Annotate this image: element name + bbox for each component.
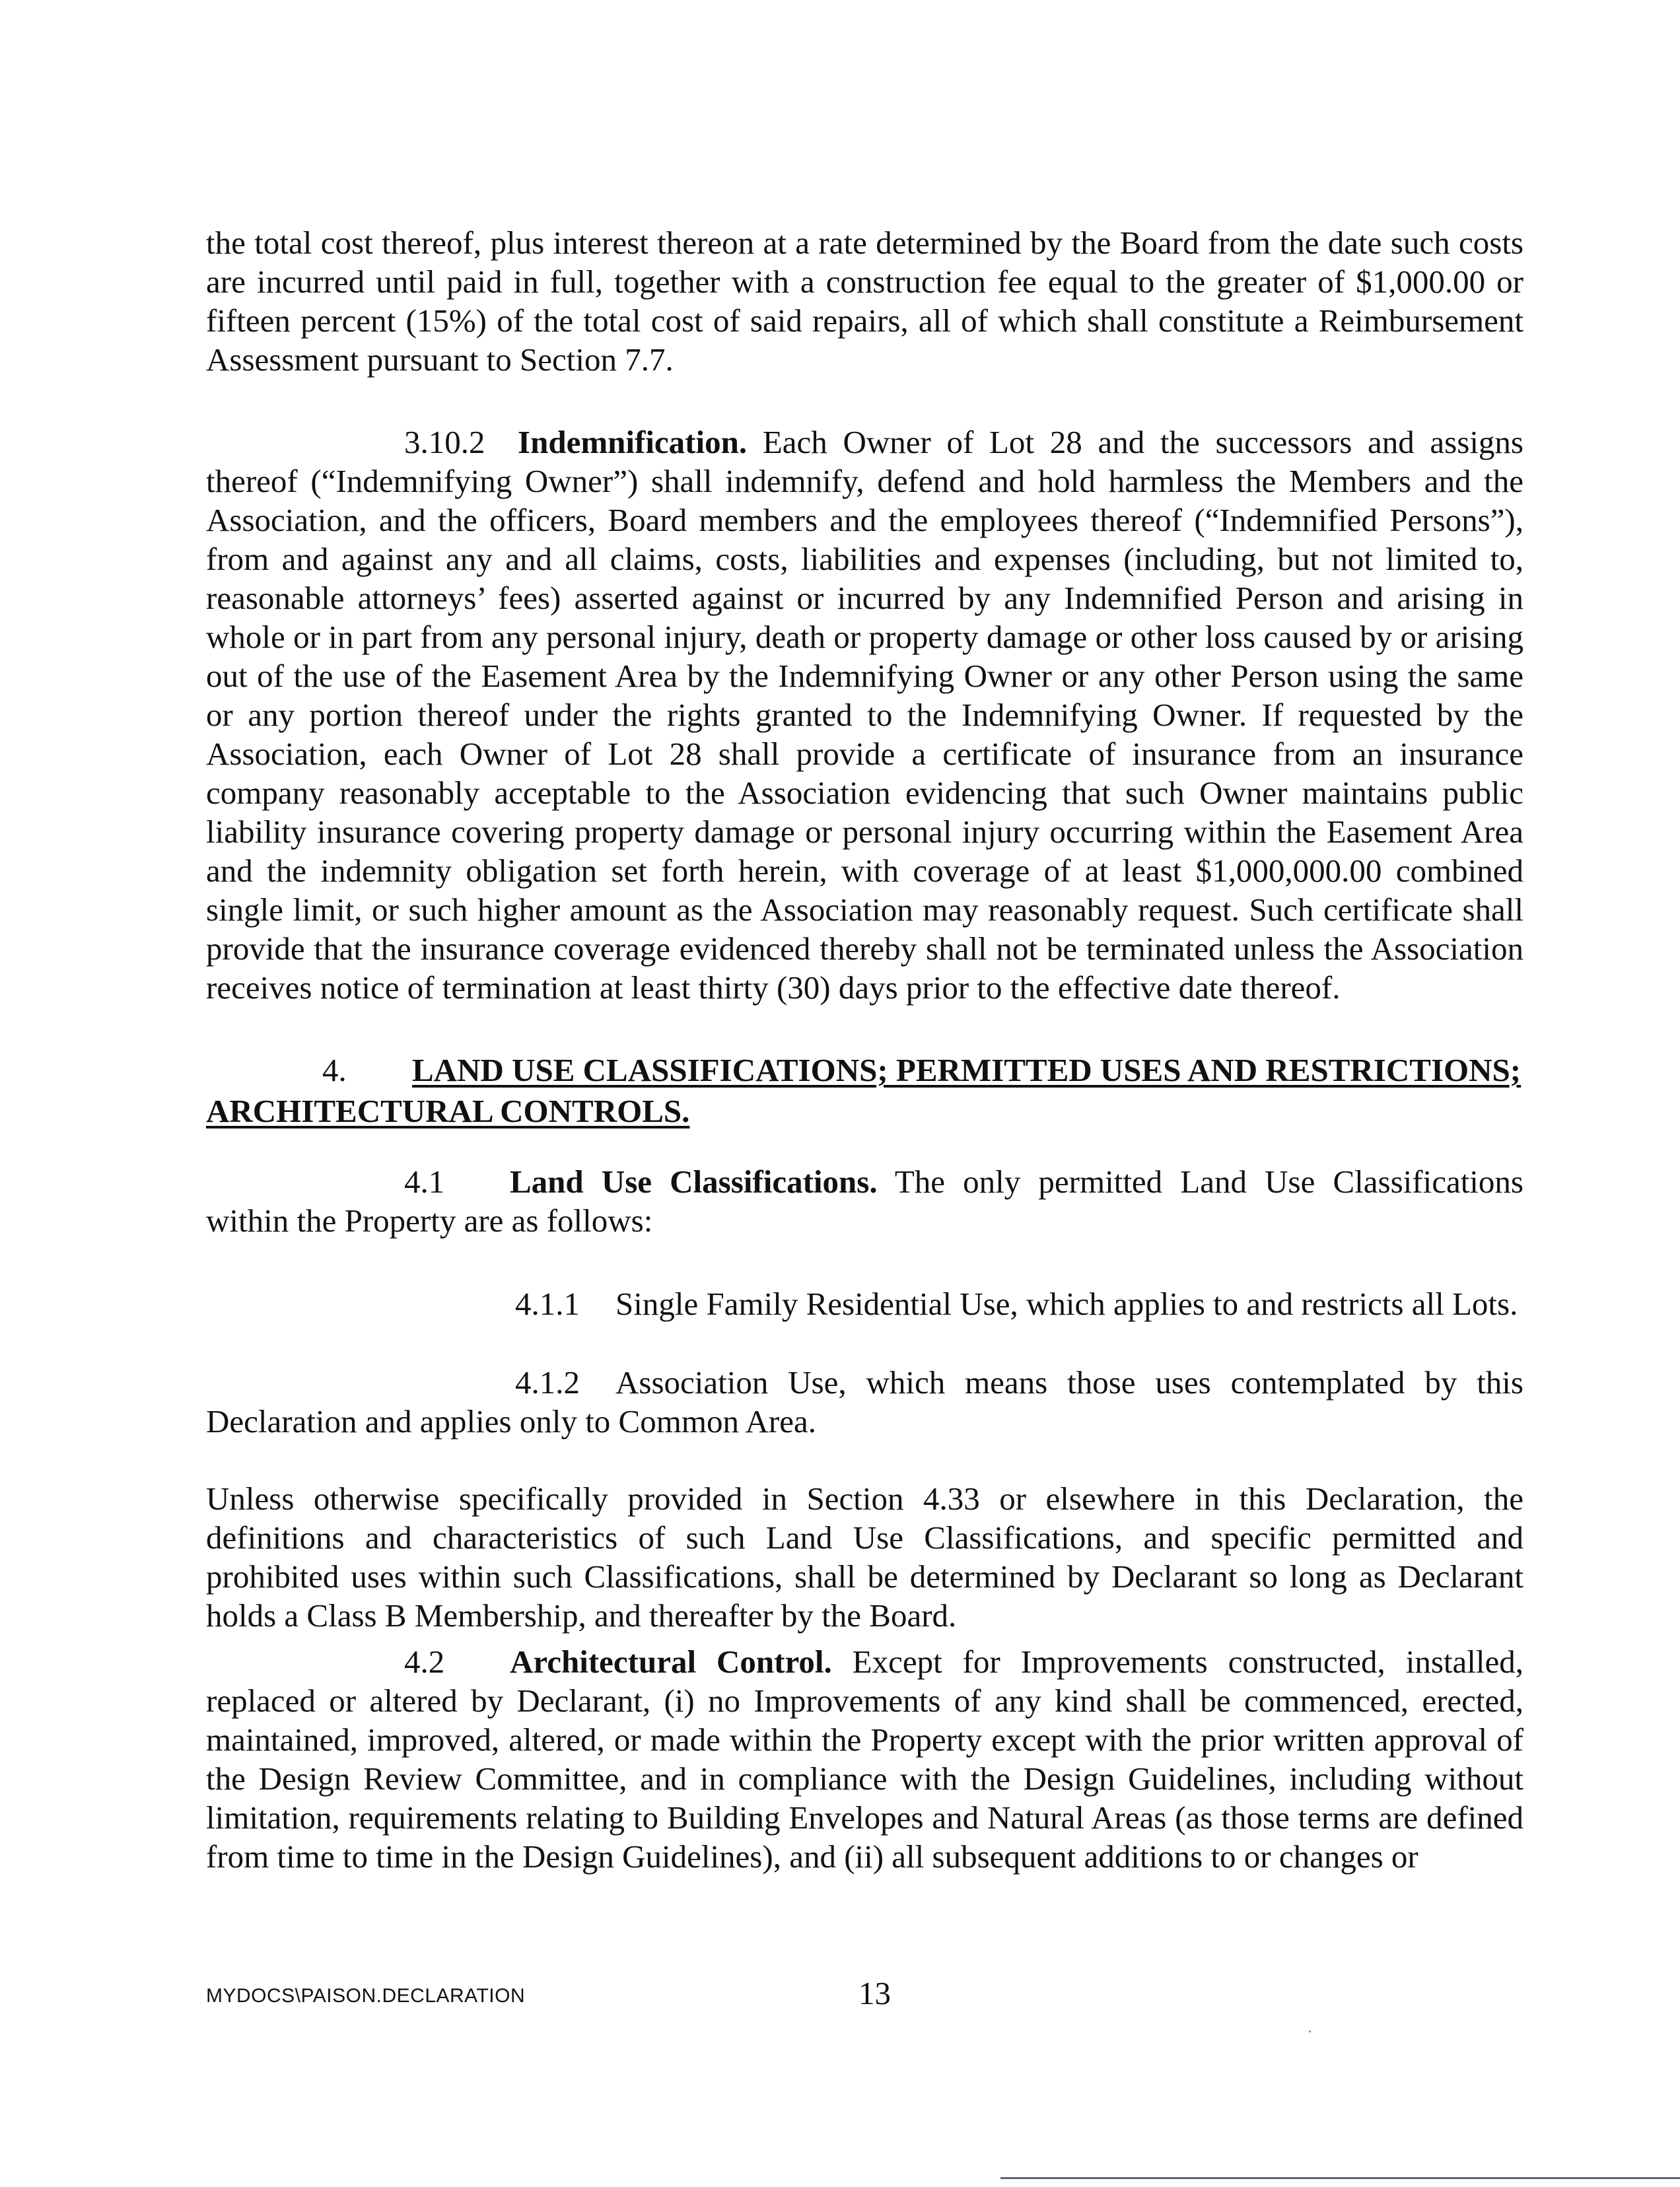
section-4-1-1-number: 4.1.1 (515, 1286, 580, 1322)
section-3-10-2 (206, 423, 1523, 1007)
section-4-heading-line-2 (206, 1091, 1527, 1132)
section-4-1-2 (206, 1363, 1523, 1441)
section-4-heading (206, 1050, 1527, 1132)
section-4-2 (206, 1642, 1523, 1876)
section-4-1-2-number: 4.1.2 (515, 1364, 580, 1401)
section-4-2-number: 4.2 (404, 1644, 445, 1680)
scan-speck (1309, 2031, 1311, 2032)
section-4-1 (206, 1162, 1523, 1240)
section-4-1-text: The only permitted Land Use Classifications within the Property are as follows: (206, 1163, 1523, 1239)
section-4-1-1 (515, 1284, 1525, 1323)
section-3-10-2-title: Indemnification. (518, 424, 748, 460)
paragraph-cost-reimbursement: the total cost thereof, plus interest thereon at a rate determined by the Board from the date such costs are incurred until paid in full, together with a construction fee equal to the greater of $1,000.00 or fifteen percent (15%) of the total cost of said repairs, all of which shall constitute a Reimbursement Assessment pursuant to Section 7.7. (206, 225, 1523, 378)
footer-document-path: MYDOCS\PAISON.DECLARATION (206, 1985, 526, 2007)
section-4-2-title: Architectural Control. (510, 1644, 832, 1680)
section-4-1-2-text: Association Use, which means those uses contemplated by this Declaration and applies only to Common Area. (206, 1364, 1523, 1440)
section-4-1-1-text: Single Family Residential Use, which applies to and restricts all Lots. (615, 1286, 1518, 1322)
section-4-1-title: Land Use Classifications. (510, 1163, 878, 1200)
section-3-10-2-number: 3.10.2 (404, 424, 485, 460)
section-4-title-line-2: ARCHITECTURAL CONTROLS. (206, 1093, 690, 1129)
section-3-10-2-text: Each Owner of Lot 28 and the successors and assigns thereof (“Indemnifying Owner”) shall indemnify, defend and hold harmless the Members and the Association, and the officers, Board members and the employees thereof (“Indemnified Persons”), from and against any and all claims, costs, liabilities and expenses (including, but not limited to, reasonable attorneys’ fees) asserted against or incurred by any Indemnified Person and arising in whole or in part from any personal injury, death or property damage or other loss caused by or arising out of the use of the Easement Area by the Indemnifying Owner or any other Person using the same or any portion thereof under the rights granted to the Indemnifying Owner. If requested by the Association, each Owner of Lot 28 shall provide a certificate of insurance from an insurance company reasonably acceptable to the Association evidencing that such Owner maintains public liability insurance covering property damage or personal injury occurring within the Easement Area and the indemnity obligation set forth herein, with coverage of at least $1,000,000.00 combined single limit, or such higher amount as the Association may reasonably request. Such certificate shall provide that the insurance coverage evidenced thereby shall not be terminated unless the Association receives notice of termination at least thirty (30) days prior to the effective date thereof. (206, 424, 1523, 1006)
scan-edge-line (1000, 2177, 1680, 2179)
paragraph-unless-otherwise: Unless otherwise specifically provided in Section 4.33 or elsewhere in this Declaration, the definitions and characteristics of such Land Use Classifications, and specific permitted and prohibited uses within such Classifications, shall be determined by Declarant so long as Declarant holds a Class B Membership, and thereafter by the Board. (206, 1480, 1523, 1634)
section-4-title-line-1: LAND USE CLASSIFICATIONS; PERMITTED USES AND RESTRICTIONS; (412, 1052, 1522, 1088)
section-4-heading-line-1 (206, 1050, 1527, 1091)
section-4-1-number: 4.1 (404, 1163, 445, 1200)
section-4-number: 4. (322, 1052, 347, 1088)
footer-page-number: 13 (858, 1975, 891, 2011)
section-4-2-text: Except for Improvements constructed, installed, replaced or altered by Declarant, (i) no Improvements of any kind shall be commenced, erected, maintained, improved, altered, or made within the Property except with the prior written approval of the Design Review Committee, and in compliance with the Design Guidelines, including without limitation, requirements relating to Building Envelopes and Natural Areas (as those terms are defined from time to time in the Design Guidelines), and (ii) all subsequent additions to or changes or (206, 1644, 1524, 1875)
